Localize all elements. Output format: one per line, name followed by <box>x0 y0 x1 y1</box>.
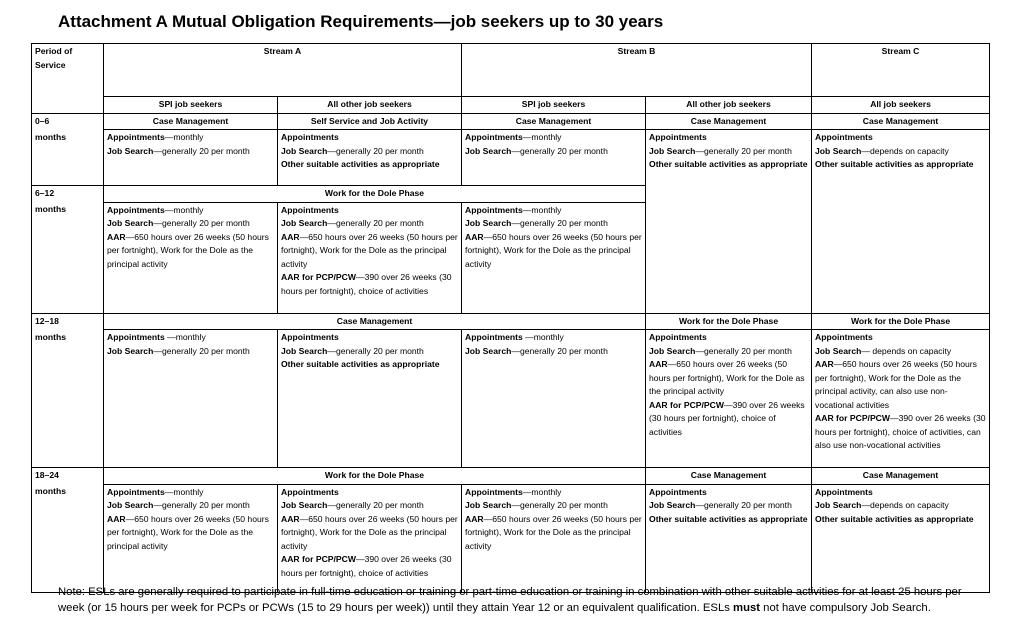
stream-c-header: Stream C <box>812 44 990 97</box>
period-1-phase-row <box>32 113 990 130</box>
phase-label: Case Management <box>812 468 990 485</box>
requirements-cell: Appointments Job Search—generally 20 per month AAR—650 hours over 26 weeks (50 hours per fortnight), Work for the Dole as the principal activity AAR for PCP/PCW—390 over 26 weeks (30 hours per fortnight), choice of activities <box>278 202 462 313</box>
period-months-label: months <box>32 484 104 592</box>
phase-label: Case Management <box>462 113 646 130</box>
requirements-cell: Appointments Job Search—generally 20 per month AAR—650 hours over 26 weeks (50 hours per fortnight), Work for the Dole as the principal activity AAR for PCP/PCW—390 over 26 weeks (30 hours per fortnight), choice of activities <box>278 484 462 592</box>
requirements-cell: Appointments—monthly Job Search—generally 20 per month AAR—650 hours over 26 weeks (50 hours per fortnight), Work for the Dole as the principal activity <box>104 202 278 313</box>
period-18-24-label: 18–24 <box>32 468 104 485</box>
phase-label: Work for the Dole Phase <box>812 313 990 330</box>
phase-label: Work for the Dole Phase <box>104 468 646 485</box>
period-0-6-label: 0–6 <box>32 113 104 130</box>
requirements-cell: Appointments Job Search—generally 20 per month AAR—650 hours over 26 weeks (50 hours per fortnight), Work for the Dole as the principal activity AAR for PCP/PCW—390 over 26 weeks (30 hours per fortnight), choice of activities <box>646 330 812 468</box>
subheader-row <box>32 97 990 114</box>
period-months-label: months <box>32 330 104 468</box>
requirements-cell: Appointments—monthly Job Search—generally 20 per month AAR—650 hours over 26 weeks (50 hours per fortnight), Work for the Dole as the principal activity <box>462 202 646 313</box>
period-6-12-label: 6–12 <box>32 186 104 203</box>
stream-a-other-header: All other job seekers <box>278 97 462 114</box>
requirements-cell: Appointments Job Search—generally 20 per month Other suitable activities as appropriate <box>646 130 812 314</box>
period-4-content-row <box>32 484 990 592</box>
phase-label: Case Management <box>104 313 646 330</box>
period-months-label: months <box>32 130 104 186</box>
requirements-cell: Appointments Job Search—generally 20 per month Other suitable activities as appropriate <box>278 130 462 186</box>
header-row <box>32 44 990 97</box>
phase-label: Work for the Dole Phase <box>104 186 646 203</box>
mutual-obligation-table <box>31 43 990 593</box>
requirements-cell: Appointments Job Search—generally 20 per month Other suitable activities as appropriate <box>278 330 462 468</box>
requirements-cell: Appointments Job Search—generally 20 per month Other suitable activities as appropriate <box>646 484 812 592</box>
stream-a-spi-header: SPI job seekers <box>104 97 278 114</box>
requirements-cell: Appointments—monthly Job Search—generally 20 per month <box>104 130 278 186</box>
phase-label: Case Management <box>646 468 812 485</box>
footnote: Note: ESLs are generally required to participate in full-time education or training or part-time education or training in combination with other suitable activities for at least 25 hours per week (or 15 hours per week for PCPs or PCWs (15 to 29 hours per week)) until they attain Year 12 or an equivalent qualification. ESLs must not have compulsory Job Search. <box>58 586 962 614</box>
phase-label: Case Management <box>646 113 812 130</box>
stream-c-all-header: All job seekers <box>812 97 990 114</box>
requirements-cell: Appointments—monthly Job Search—generally 20 per month AAR—650 hours over 26 weeks (50 hours per fortnight), Work for the Dole as the principal activity <box>462 484 646 592</box>
phase-label: Work for the Dole Phase <box>646 313 812 330</box>
stream-b-other-header: All other job seekers <box>646 97 812 114</box>
requirements-cell: Appointments Job Search— depends on capacity AAR—650 hours over 26 weeks (50 hours per fortnight), Work for the Dole as the principal activity, can also use non-vocational activities AAR for PCP/PCW—390 over 26 weeks (30 hours per fortnight), choice of activities, can also use non-vocational activities <box>812 330 990 468</box>
period-4-phase-row <box>32 468 990 485</box>
requirements-cell: Appointments Job Search—depends on capacity Other suitable activities as appropriate <box>812 130 990 314</box>
stream-b-spi-header: SPI job seekers <box>462 97 646 114</box>
period-12-18-label: 12–18 <box>32 313 104 330</box>
period-3-phase-row <box>32 313 990 330</box>
phase-label: Case Management <box>812 113 990 130</box>
phase-label: Case Management <box>104 113 278 130</box>
requirements-cell: Appointments—monthly Job Search—generally 20 per month AAR—650 hours over 26 weeks (50 hours per fortnight), Work for the Dole as the principal activity <box>104 484 278 592</box>
requirements-cell: Appointments —monthly Job Search—generally 20 per month <box>462 330 646 468</box>
phase-label: Self Service and Job Activity <box>278 113 462 130</box>
period-header: Period of Service <box>32 44 104 114</box>
stream-b-header: Stream B <box>462 44 812 97</box>
period-1-content-row <box>32 130 990 186</box>
period-3-content-row <box>32 330 990 468</box>
stream-a-header: Stream A <box>104 44 462 97</box>
requirements-cell: Appointments—monthly Job Search—generally 20 per month <box>462 130 646 186</box>
requirements-cell: Appointments —monthly Job Search—generally 20 per month <box>104 330 278 468</box>
page-title: Attachment A Mutual Obligation Requirements—job seekers up to 30 years <box>58 12 664 31</box>
requirements-cell: Appointments Job Search—depends on capacity Other suitable activities as appropriate <box>812 484 990 592</box>
period-months-label: months <box>32 202 104 313</box>
